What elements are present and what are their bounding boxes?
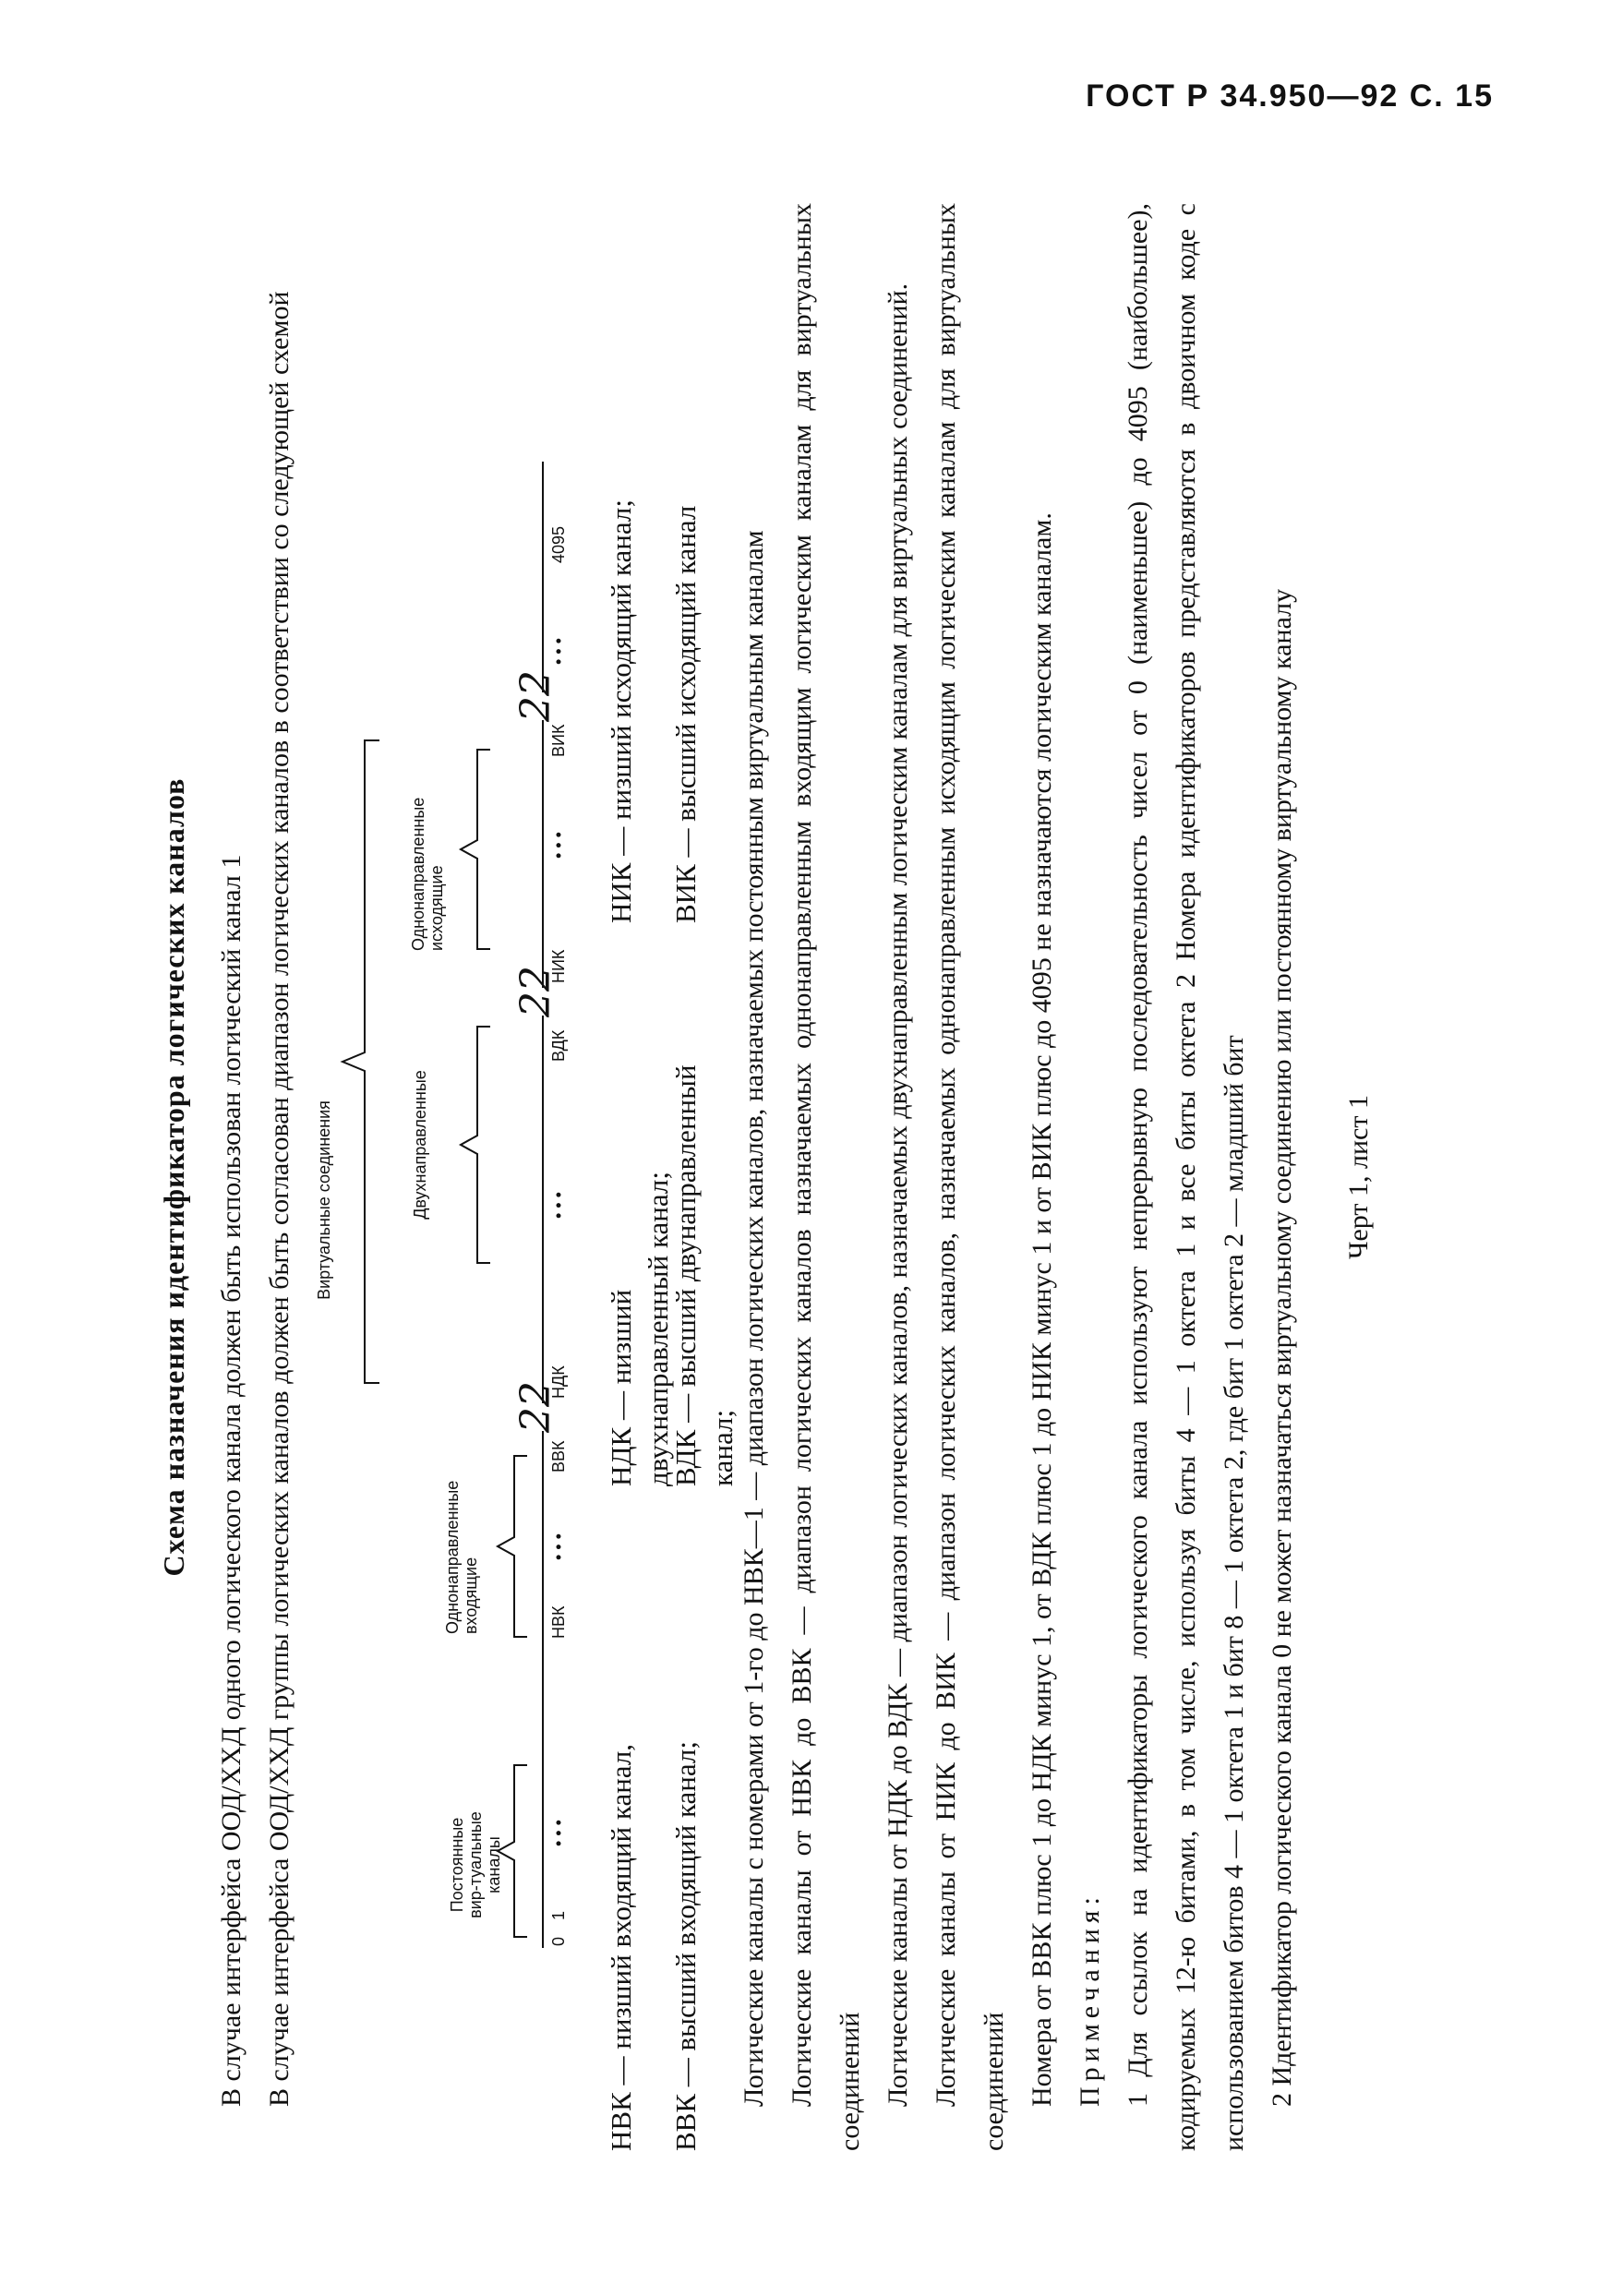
axis-segment-3 bbox=[542, 720, 544, 988]
brace-outgoing bbox=[457, 748, 494, 951]
definition-vik: ВИК — высший исходящий канал bbox=[669, 505, 702, 923]
tick-nik: НИК bbox=[549, 949, 568, 983]
tick-ndk: НДК bbox=[549, 1365, 568, 1399]
intro-paragraph-1: В случае интерфейса ООД/ХХД одного логического канала должен быть использован логический канал 1 bbox=[216, 854, 246, 2107]
tick-dots-4: • • • bbox=[549, 832, 568, 859]
body-paragraph-3: Логические каналы от НДК до ВДК — диапазон логических каналов, назначаемых двухнаправленным логическим каналам для виртуальных соединений. bbox=[883, 282, 913, 2107]
brace-virtual bbox=[337, 739, 383, 1385]
body-paragraph-5: Номера от ВВК плюс 1 до НДК минус 1, от ВДК плюс 1 до НИК минус 1 и от ВИК плюс до 4095 не назначаются логическим каналам. bbox=[1027, 512, 1057, 2107]
group-label-virtual: Виртуальные соединения bbox=[315, 1100, 333, 1300]
abbreviation-definitions bbox=[584, 203, 739, 2151]
tick-dots-5: • • • bbox=[549, 638, 568, 665]
tick-1: 1 bbox=[549, 1910, 568, 1920]
note-2: 2 Идентификатор логического канала 0 не может назначаться виртуальному соединению или постоянному виртуальному каналу bbox=[1267, 588, 1297, 2107]
axis-segment-2 bbox=[542, 1016, 544, 1403]
brace-bidirectional bbox=[457, 1025, 494, 1265]
tick-0: 0 bbox=[549, 1936, 568, 1946]
axis-break-1: 22 bbox=[512, 1381, 559, 1433]
body-paragraph-4: Логические каналы от НИК до ВИК — диапазон логических каналов, назначаемых однонаправленным исходящим логическим каналам для виртуальных соединений bbox=[931, 203, 1009, 2151]
tick-4095: 4095 bbox=[549, 525, 568, 563]
page-title: Схема назначения идентификатора логических каналов bbox=[157, 777, 190, 1577]
tick-dots-2: • • • bbox=[549, 1533, 568, 1560]
definition-nik: НИК — низший исходящий канал; bbox=[605, 499, 637, 923]
rotated-page-content bbox=[157, 203, 1374, 2151]
page-header: ГОСТ Р 34.950—92 С. 15 bbox=[1086, 78, 1494, 114]
tick-vdk: ВДК bbox=[549, 1029, 568, 1062]
axis-break-2: 22 bbox=[512, 966, 559, 1017]
axis-segment-1 bbox=[542, 1431, 544, 1948]
definition-vdk: ВДК — высший двунаправленный канал; bbox=[669, 1064, 739, 1486]
tick-dots-3: • • • bbox=[549, 1192, 568, 1219]
definition-nvk: НВК — низший входящий канал, bbox=[605, 1743, 637, 2151]
tick-vvk: ВВК bbox=[549, 1440, 568, 1473]
tick-dots-1: • • • bbox=[549, 1820, 568, 1846]
notes-heading: Примечания: bbox=[1075, 1892, 1105, 2107]
tick-vik: ВИК bbox=[549, 724, 568, 757]
axis-break-3: 22 bbox=[512, 670, 559, 722]
intro-paragraph-2: В случае интерфейса ООД/ХХД группы логических каналов должен быть согласован диапазон логических каналов в соответствии со следующей схемой bbox=[264, 291, 295, 2107]
definition-ndk: НДК — низший двухнаправленный канал; bbox=[605, 1172, 674, 1486]
sub-label-bidirectional: Двухнаправленные bbox=[411, 1070, 429, 1220]
sub-label-outgoing: Однонаправленные исходящие bbox=[409, 797, 446, 951]
note-1: 1 Для ссылок на идентификаторы логического канала используют непрерывную последовательность чисел от 0 (наименьшее) до 4095 (наибольшее), кодируемых 12-ю битами, в том числе, используя биты 4 — 1 октета 1 и все биты октета 2 Номера идентификаторов представляются в двоичном коде с использованием битов 4 — 1 октета 1 и бит 8 — 1 октета 2, где бит 1 октета 2 — младший бит bbox=[1123, 203, 1249, 2151]
body-paragraph-1: Логические каналы с номерами от 1-го до НВК—1 — диапазон логических каналов, назначаемых постоянным виртуальным каналам bbox=[739, 530, 769, 2107]
axis-segment-4 bbox=[542, 462, 544, 692]
brace-permanent bbox=[494, 1763, 531, 1939]
channel-range-diagram bbox=[309, 203, 577, 2151]
figure-caption: Черт 1, лист 1 bbox=[1343, 1095, 1374, 1259]
tick-nvk: НВК bbox=[549, 1605, 568, 1639]
brace-incoming bbox=[494, 1454, 531, 1639]
body-paragraph-2: Логические каналы от НВК до ВВК — диапазон логических каналов назначаемых однонаправленным входящим логическим каналам для виртуальных соединений bbox=[787, 203, 865, 2151]
group-label-permanent: Постоянные вир-туальные каналы bbox=[448, 1811, 503, 1918]
sub-label-incoming: Однонаправленные входящие bbox=[443, 1480, 480, 1634]
definition-vvk: ВВК — высший входящий канал; bbox=[669, 1740, 702, 2151]
